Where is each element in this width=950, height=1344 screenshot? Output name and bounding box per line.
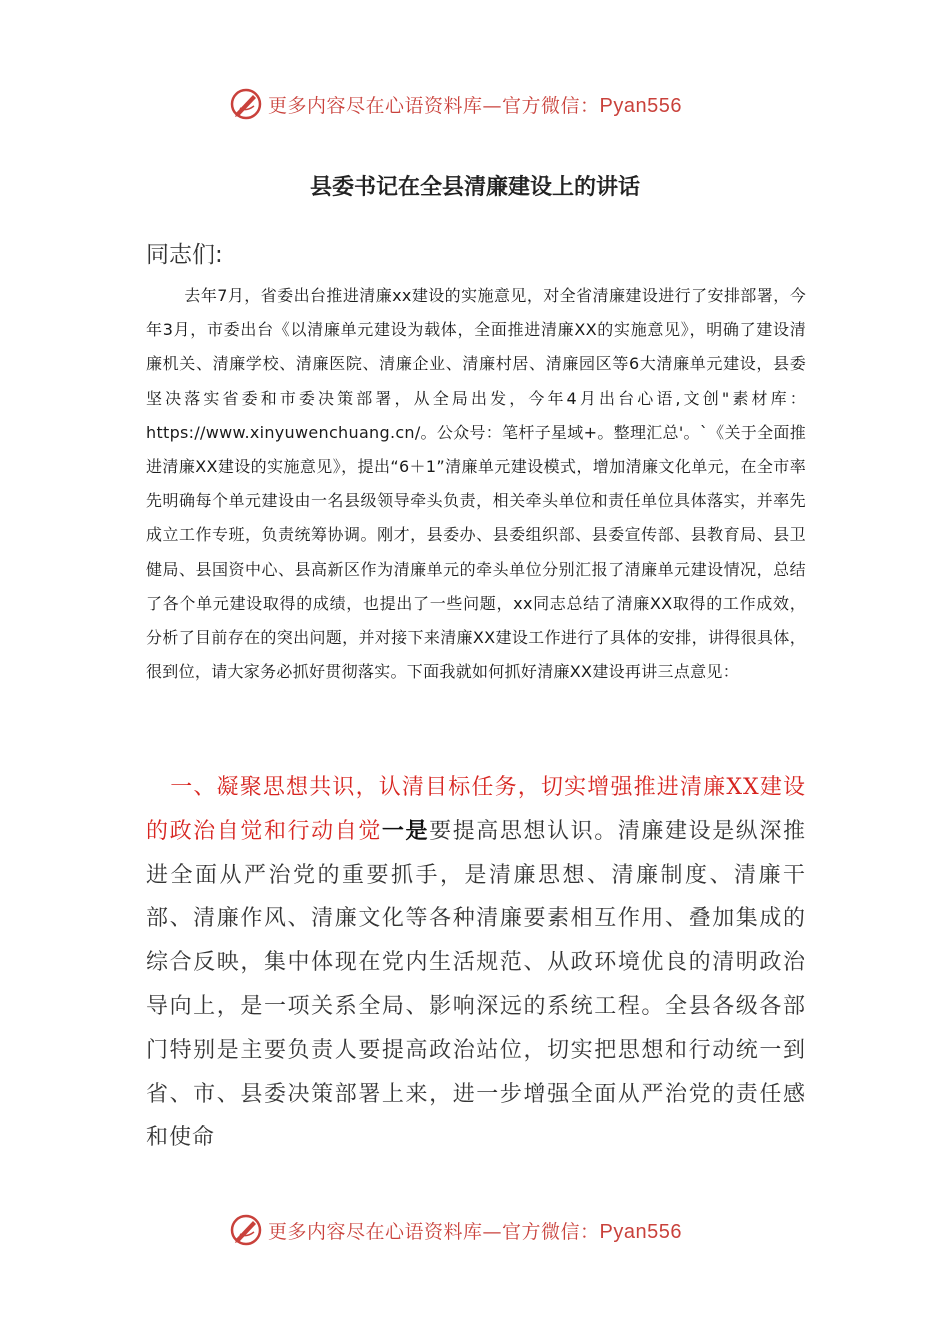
banner-text: 更多内容尽在心语资料库—官方微信：Pyan556	[268, 94, 682, 117]
salutation: 同志们:	[146, 242, 223, 268]
pen-logo-icon	[228, 86, 264, 122]
section-1-heading: 一、凝聚思想共识，认清目标任务，切实增强推进清廉XX建设的政治自觉和行动自觉	[146, 775, 806, 844]
banner-text: 更多内容尽在心语资料库—官方微信：Pyan556	[268, 1220, 682, 1243]
header-watermark-banner	[228, 84, 682, 124]
section-1	[146, 766, 806, 1160]
footer-watermark-banner	[228, 1210, 682, 1250]
section-1-lead: 一是	[381, 818, 430, 844]
section-1-body: 要提高思想认识。清廉建设是纵深推进全面从严治党的重要抓手，是清廉思想、清廉制度、清廉干部、清廉作风、清廉文化等各种清廉要素相互作用、叠加集成的综合反映，集中体现在党内生活规范、从政环境优良的清明政治导向上，是一项关系全局、影响深远的系统工程。全县各级各部门特别是主要负责人要提高政治站位，切实把思想和行动统一到省、市、县委决策部署上来，进一步增强全面从严治党的责任感和使命	[146, 818, 806, 1151]
document-title: 县委书记在全县清廉建设上的讲话	[309, 174, 640, 200]
pen-logo-icon	[228, 1212, 264, 1248]
intro-paragraph: 去年7月，省委出台推进清廉xx建设的实施意见，对全省清廉建设进行了安排部署，今年3月，市委出台《以清廉单元建设为载体，全面推进清廉XX的实施意见》，明确了建设清廉机关、清廉学校、清廉医院、清廉企业、清廉村居、清廉园区等6大清廉单元建设，县委坚决落实省委和市委决策部署，从全局出发，今年4月出台心语,文创"素材库：https://www.xinyuwenchuang.cn/。公众号：笔杆子星域+。整理汇总'。`《关于全面推进清廉XX建设的实施意见》，提出“6＋1”清廉单元建设模式，增加清廉文化单元，在全市率先明确每个单元建设由一名县级领导牵头负责，相关牵头单位和责任单位具体落实，并率先成立工作专班，负责统筹协调。刚才，县委办、县委组织部、县委宣传部、县教育局、县卫健局、县国资中心、县高新区作为清廉单元的牵头单位分别汇报了清廉单元建设情况，总结了各个单元建设取得的成绩，也提出了一些问题，xx同志总结了清廉XX取得的工作成效，分析了目前存在的突出问题，并对接下来清廉XX建设工作进行了具体的安排，讲得很具体，很到位，请大家务必抓好贯彻落实。下面我就如何抓好清廉XX建设再讲三点意见：	[146, 286, 806, 682]
